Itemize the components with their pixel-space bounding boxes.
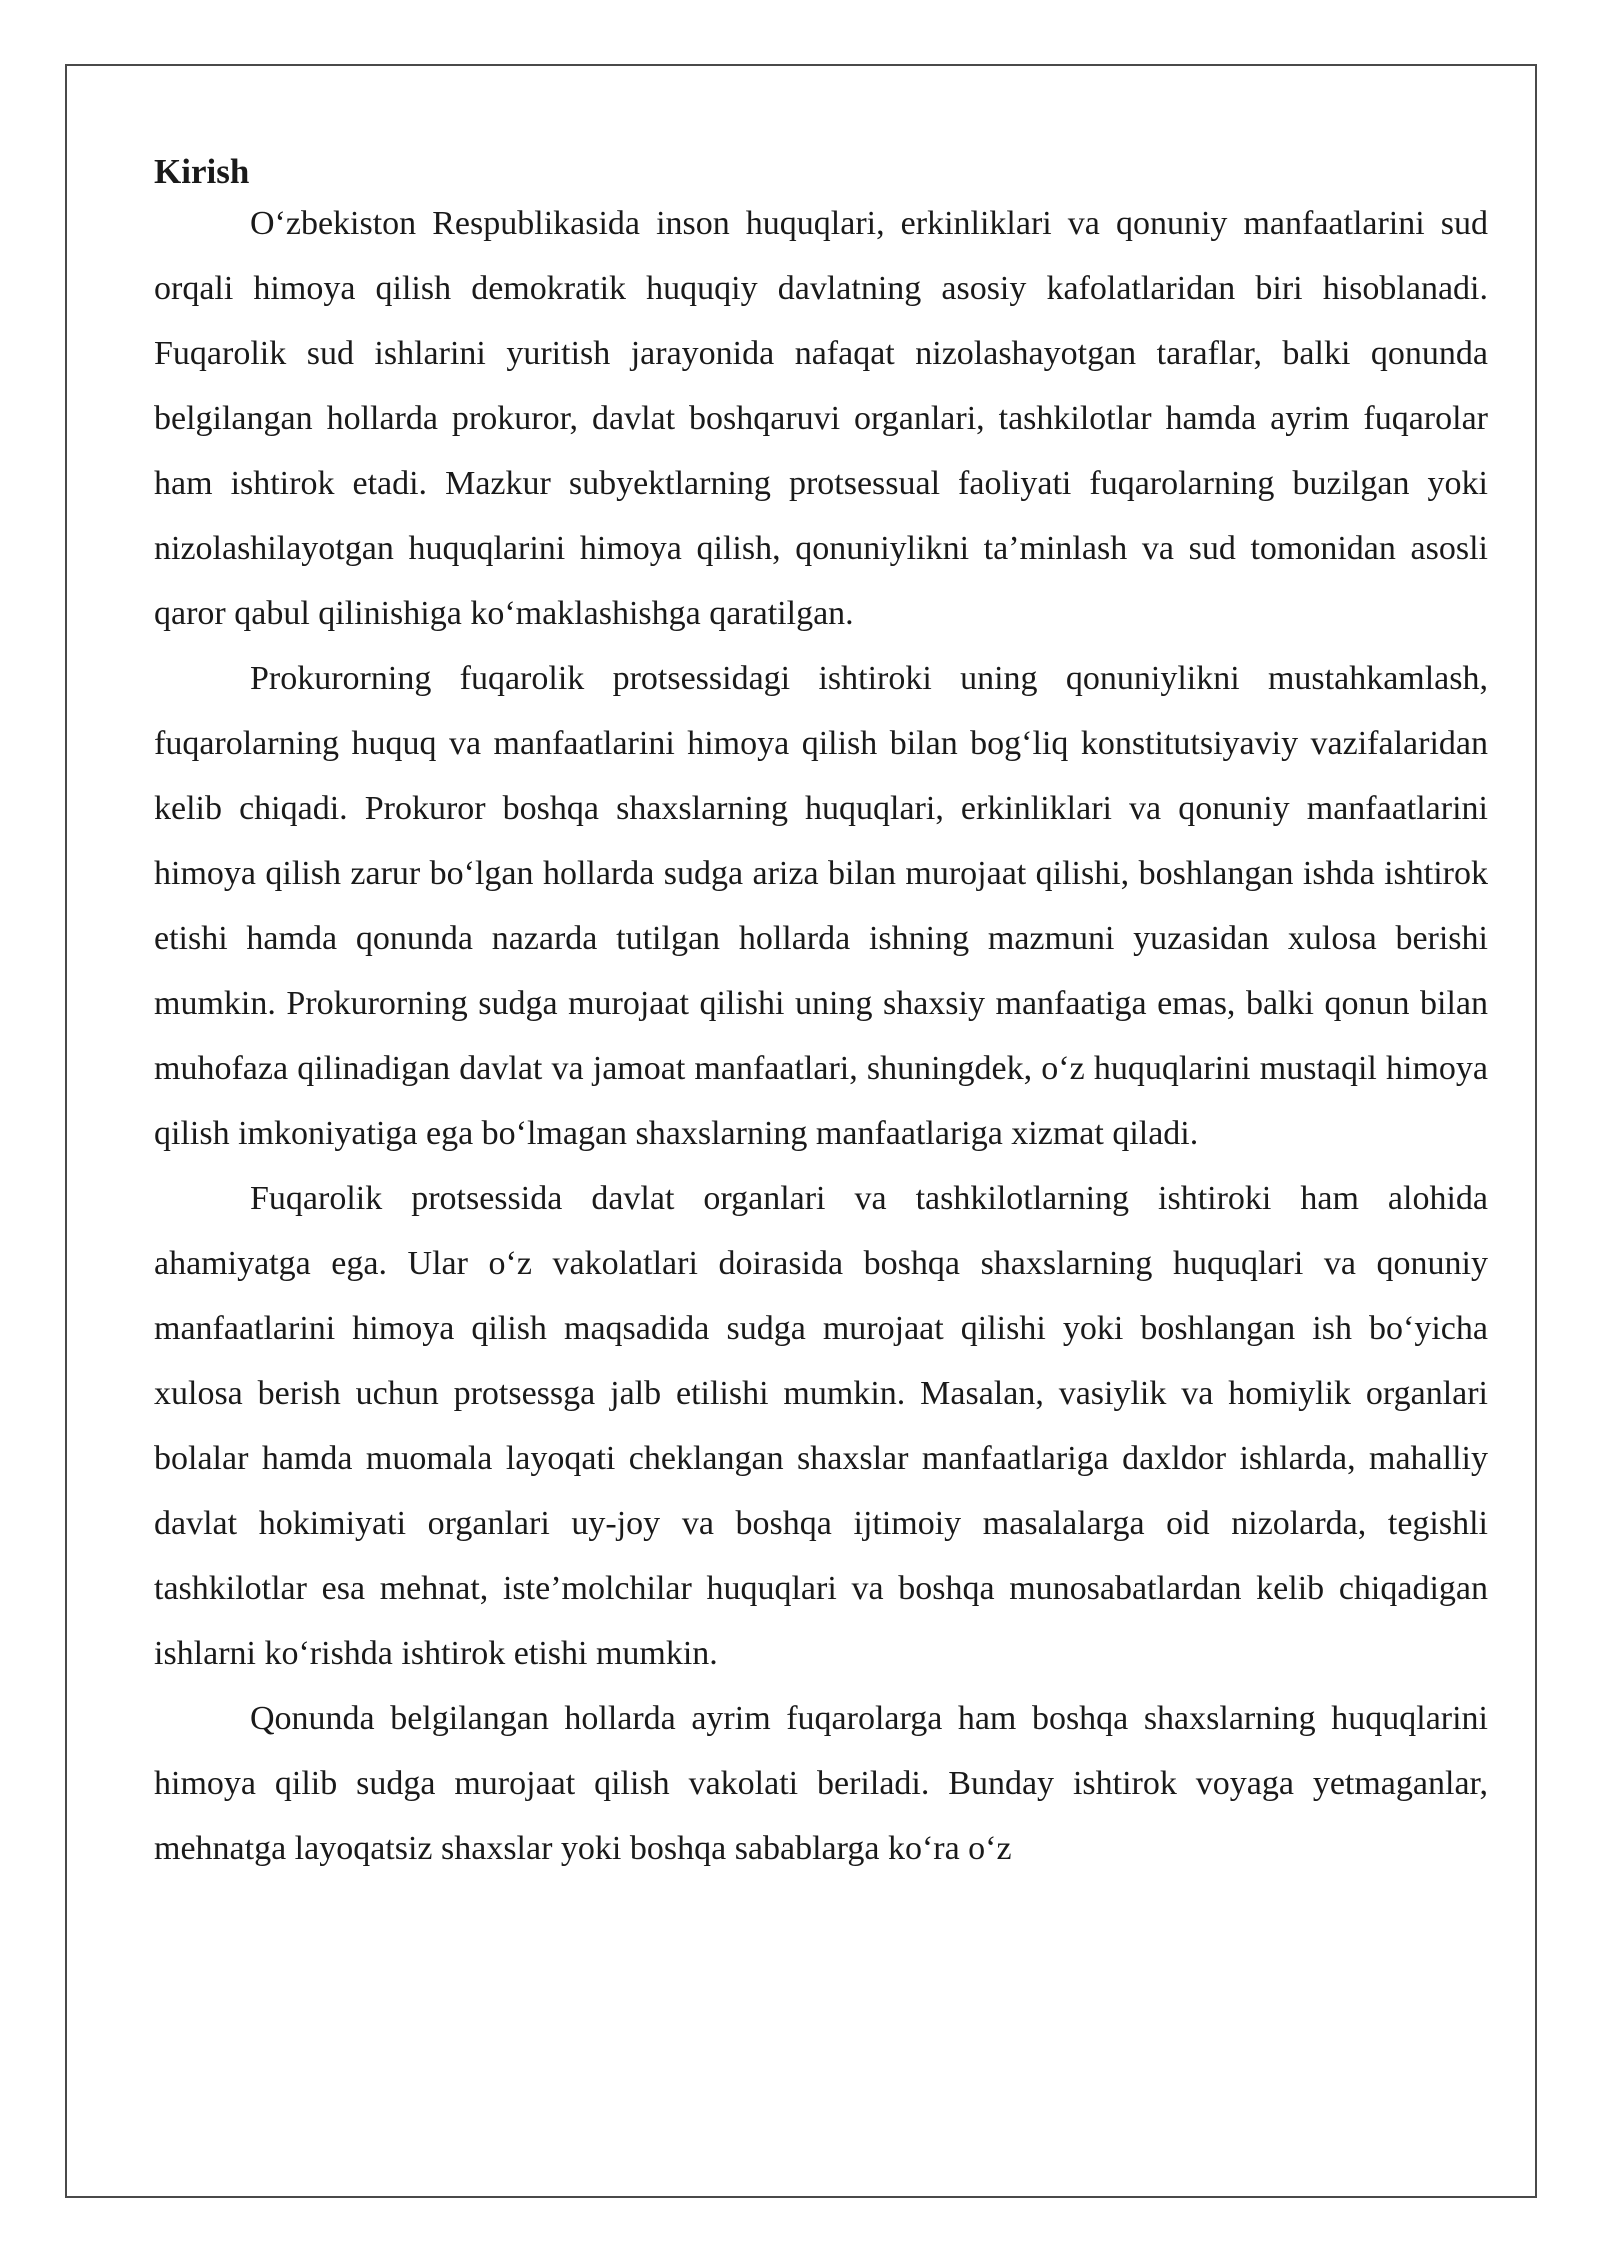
section-heading: Kirish (154, 152, 250, 191)
paragraph: Qonunda belgilangan hollarda ayrim fuqarolarga ham boshqa shaxslarning huquqlarini himoya qilib sudga murojaat qilish vakolati beriladi. Bunday ishtirok voyaga yetmaganlar, mehnatga layoqatsiz shaxslar yoki boshqa sabablarga ko‘ra o‘z (154, 1700, 1488, 1867)
paragraph: Fuqarolik protsessida davlat organlari va tashkilotlarning ishtiroki ham alohida ahamiyatga ega. Ular o‘z vakolatlari doirasida boshqa shaxslarning huquqlari va qonuniy manfaatlarini himoya qilish maqsadida sudga murojaat qilishi yoki boshlangan ish bo‘yicha xulosa berish uchun protsessga jalb etilishi mumkin. Masalan, vasiylik va homiylik organlari bolalar hamda muomala layoqati cheklangan shaxslar manfaatlariga daxldor ishlarda, mahalliy davlat hokimiyati organlari uy-joy va boshqa ijtimoiy masalalarga oid nizolarda, tegishli tashkilotlar esa mehnat, iste’molchilar huquqlari va boshqa munosabatlardan kelib chiqadigan ishlarni ko‘rishda ishtirok etishi mumkin. (154, 1180, 1488, 1672)
paragraph: O‘zbekiston Respublikasida inson huquqlari, erkinliklari va qonuniy manfaatlarini sud orqali himoya qilish demokratik huquqiy davlatning asosiy kafolatlaridan biri hisoblanadi. Fuqarolik sud ishlarini yuritish jarayonida nafaqat nizolashayotgan taraflar, balki qonunda belgilangan hollarda prokuror, davlat boshqaruvi organlari, tashkilotlar hamda ayrim fuqarolar ham ishtirok etadi. Mazkur subyektlarning protsessual faoliyati fuqarolarning buzilgan yoki nizolashilayotgan huquqlarini himoya qilish, qonuniylikni ta’minlash va sud tomonidan asosli qaror qabul qilinishiga ko‘maklashishga qaratilgan. (154, 205, 1488, 632)
paragraph: Prokurorning fuqarolik protsessidagi ishtiroki uning qonuniylikni mustahkamlash, fuqarolarning huquq va manfaatlarini himoya qilish bilan bog‘liq konstitutsiyaviy vazifalaridan kelib chiqadi. Prokuror boshqa shaxslarning huquqlari, erkinliklari va qonuniy manfaatlarini himoya qilish zarur bo‘lgan hollarda sudga ariza bilan murojaat qilishi, boshlangan ishda ishtirok etishi hamda qonunda nazarda tutilgan hollarda ishning mazmuni yuzasidan xulosa berishi mumkin. Prokurorning sudga murojaat qilishi uning shaxsiy manfaatiga emas, balki qonun bilan muhofaza qilinadigan davlat va jamoat manfaatlari, shuningdek, o‘z huquqlarini mustaqil himoya qilish imkoniyatiga ega bo‘lmagan shaxslarning manfaatlariga xizmat qiladi. (154, 660, 1488, 1152)
document-body (154, 152, 1488, 1881)
